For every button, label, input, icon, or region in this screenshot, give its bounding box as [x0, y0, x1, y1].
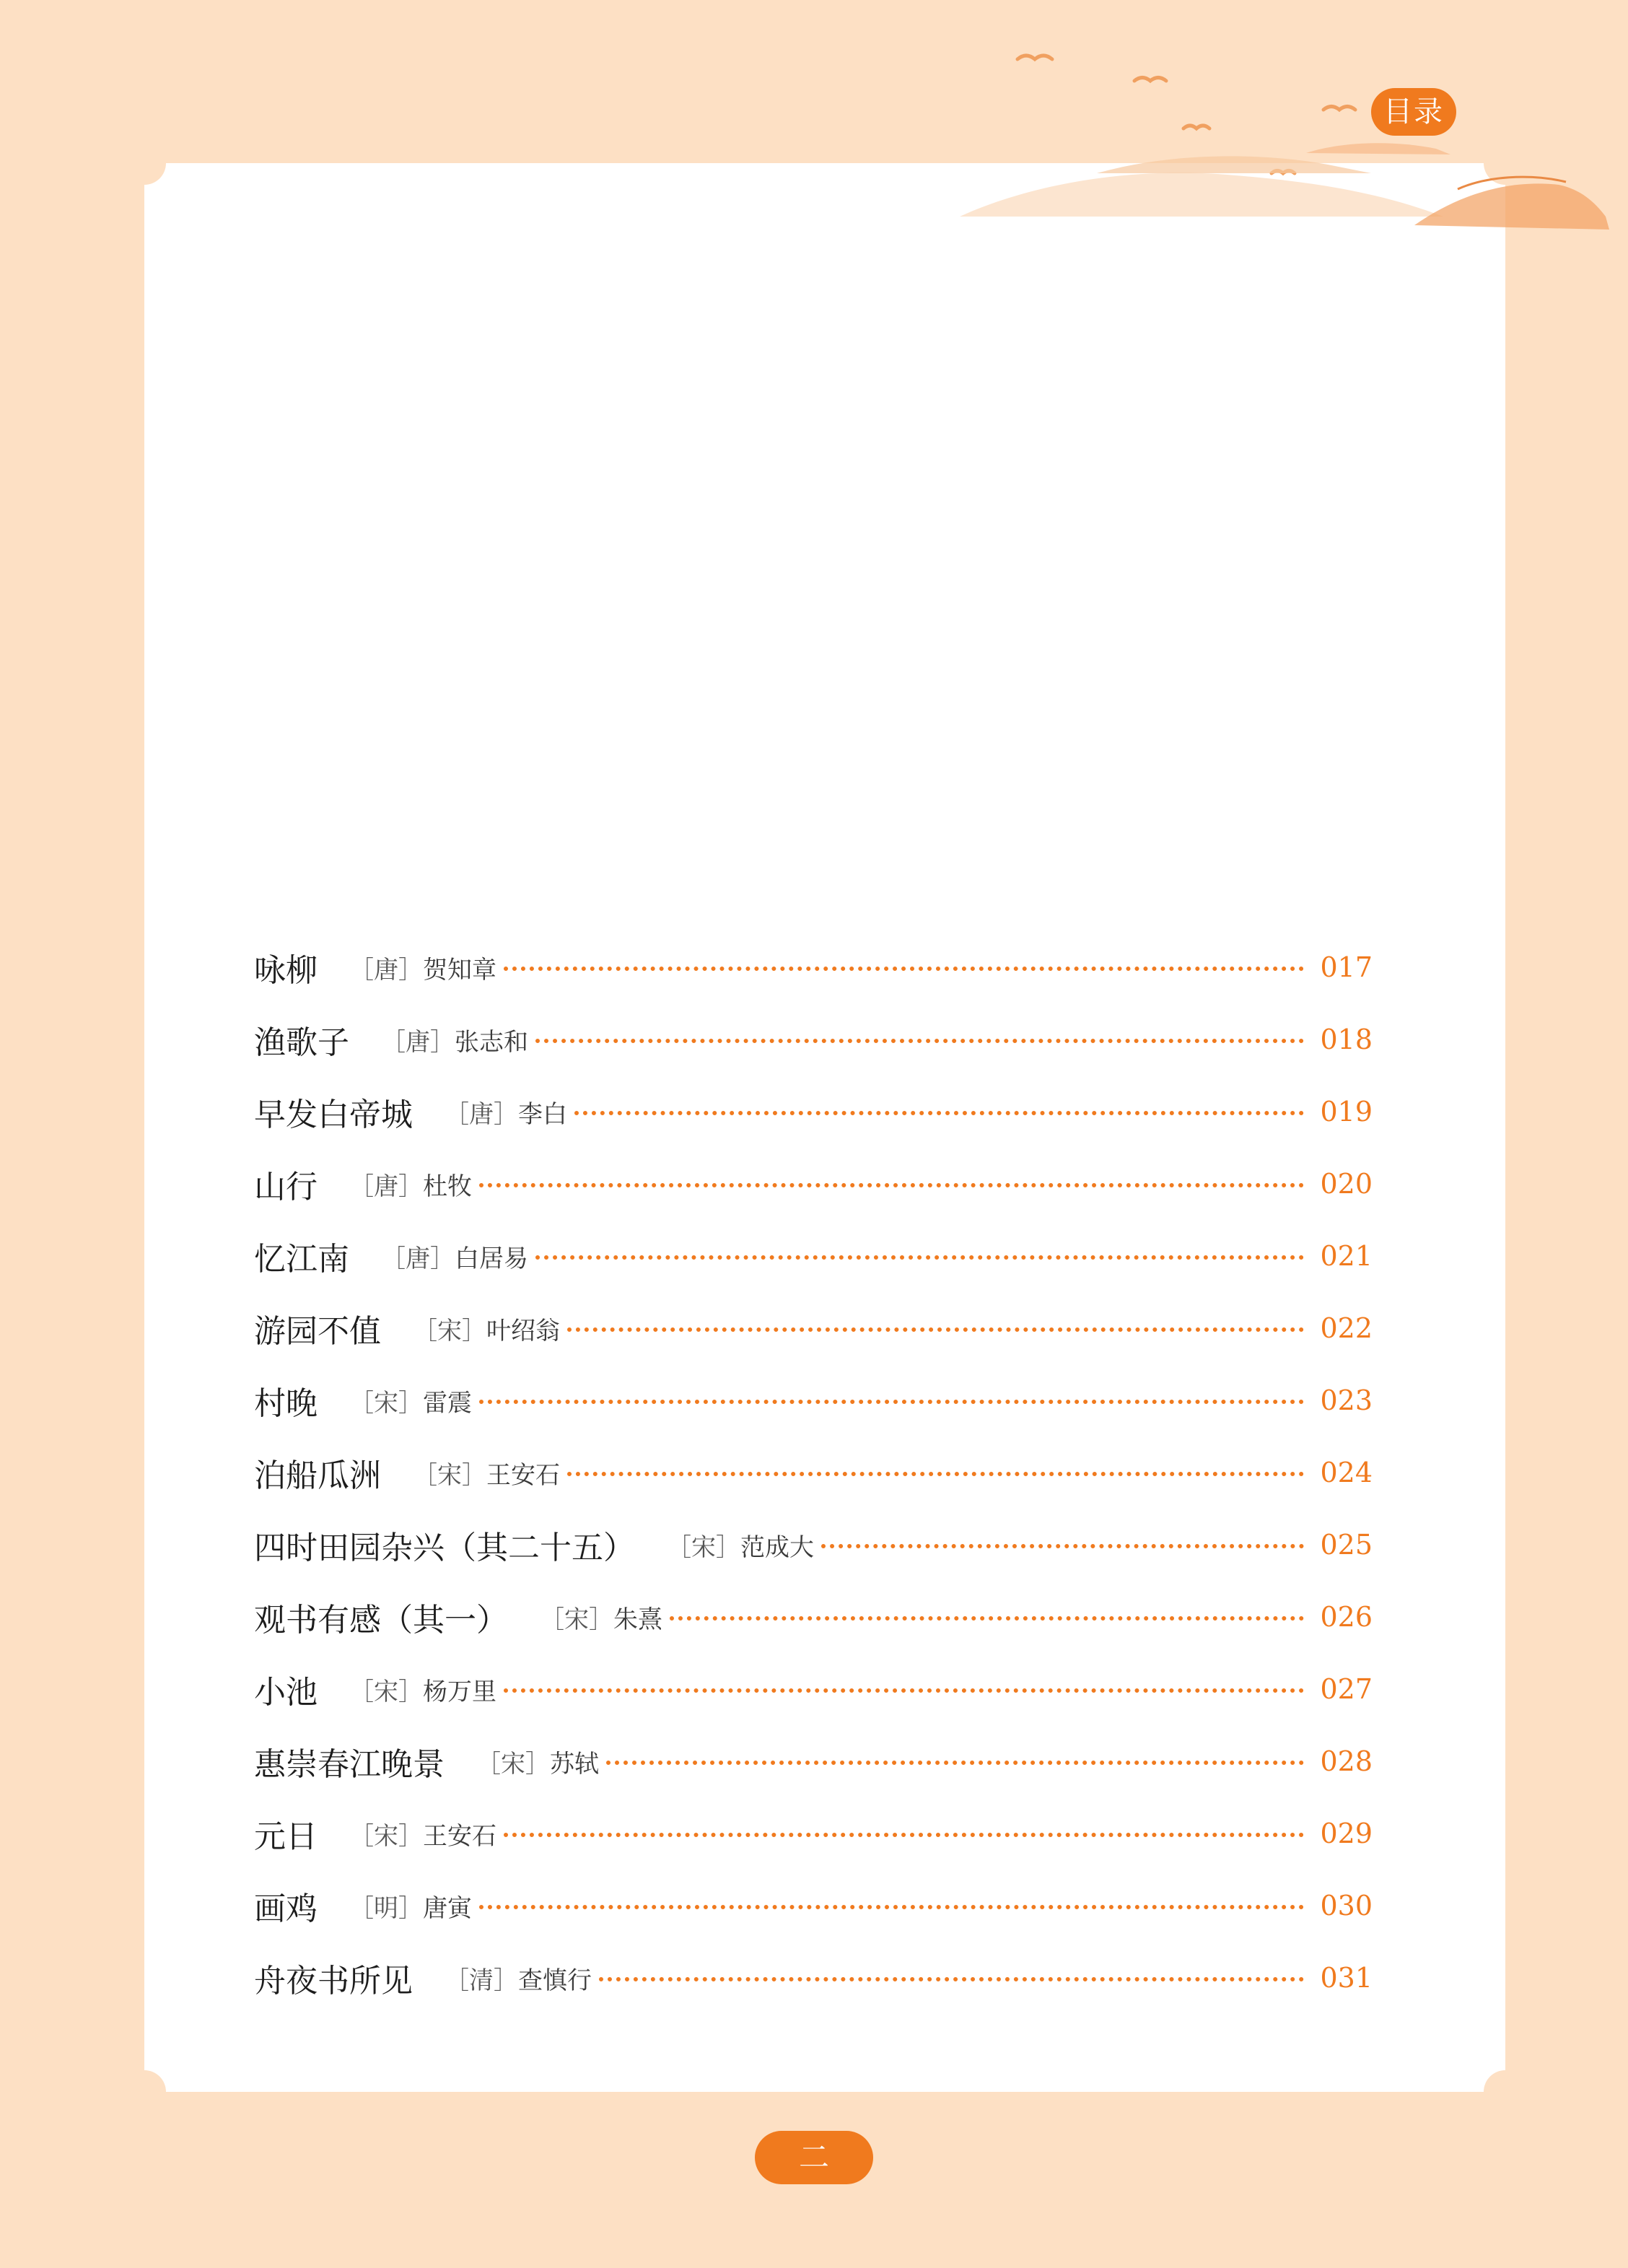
page-reference: 031: [1320, 1962, 1373, 1994]
poem-author: [540, 1600, 662, 1635]
dynasty-bracket: ［唐］: [445, 1099, 518, 1129]
poem-author: [413, 1311, 560, 1346]
author-name: 杜牧: [423, 1172, 472, 1201]
section-badge: 目录: [1371, 88, 1456, 136]
dynasty-bracket: ［宋］: [540, 1605, 613, 1634]
page-reference: 025: [1320, 1529, 1373, 1561]
poem-author: [349, 1672, 496, 1707]
poem-title: 惠崇春江晚景: [254, 1746, 445, 1783]
card-corner-notch: [1484, 2070, 1527, 2114]
dynasty: 清: [469, 1966, 494, 1995]
leader-dots: [567, 1327, 1304, 1332]
dynasty: 宋: [501, 1749, 525, 1779]
page-reference: 022: [1320, 1312, 1373, 1344]
leader-dots: [606, 1761, 1304, 1765]
dynasty-bracket: ［唐］: [381, 1244, 455, 1273]
author-name: 白居易: [455, 1244, 528, 1273]
page-reference: 018: [1320, 1024, 1373, 1055]
poem-author: [667, 1527, 814, 1563]
dynasty: 宋: [374, 1388, 398, 1418]
author-name: 李白: [518, 1099, 567, 1129]
toc-entry[interactable]: [254, 1364, 1373, 1436]
page-reference: 017: [1320, 951, 1373, 983]
leader-dots: [567, 1472, 1304, 1476]
poem-author: [381, 1239, 528, 1274]
leader-dots: [574, 1111, 1304, 1115]
leader-dots: [479, 1905, 1304, 1909]
page-reference: 020: [1320, 1168, 1373, 1200]
poem-author: [349, 1383, 472, 1418]
dynasty: 唐: [374, 955, 398, 985]
poem-author: [349, 1888, 472, 1924]
toc-entry[interactable]: [254, 1942, 1373, 2014]
poem-title: 咏柳: [254, 952, 318, 989]
poem-author: [349, 950, 496, 985]
leader-dots: [479, 1183, 1304, 1187]
author-name: 张志和: [455, 1027, 528, 1057]
toc-entry[interactable]: [254, 931, 1373, 1003]
leader-dots: [535, 1039, 1304, 1043]
dynasty: 唐: [469, 1099, 494, 1129]
author-name: 唐寅: [423, 1893, 472, 1923]
dynasty-bracket: ［明］: [349, 1893, 423, 1923]
leader-dots: [504, 1688, 1304, 1693]
poem-title: 舟夜书所见: [254, 1963, 413, 1999]
dynasty: 唐: [406, 1027, 430, 1057]
birds-icon: [1017, 56, 1355, 173]
dynasty: 唐: [406, 1244, 430, 1273]
page-reference: 030: [1320, 1890, 1373, 1922]
poem-author: [476, 1744, 599, 1779]
poem-title: 泊船瓜洲: [254, 1457, 381, 1494]
dynasty-bracket: ［宋］: [476, 1749, 550, 1779]
page-reference: 021: [1320, 1240, 1373, 1272]
dynasty: 宋: [374, 1677, 398, 1706]
poem-title: 渔歌子: [254, 1024, 349, 1061]
author-name: 苏轼: [550, 1749, 599, 1779]
toc-entry[interactable]: [254, 1003, 1373, 1076]
author-name: 雷震: [423, 1388, 472, 1418]
leader-dots: [821, 1544, 1304, 1548]
toc-entry[interactable]: [254, 1292, 1373, 1364]
dynasty-bracket: ［宋］: [413, 1460, 486, 1490]
page-reference: 024: [1320, 1457, 1373, 1488]
toc-entry[interactable]: [254, 1076, 1373, 1148]
leader-dots: [670, 1616, 1304, 1621]
author-name: 朱熹: [613, 1605, 662, 1634]
dynasty: 宋: [691, 1532, 716, 1562]
author-name: 叶绍翁: [486, 1316, 560, 1345]
page-reference: 027: [1320, 1673, 1373, 1705]
author-name: 杨万里: [423, 1677, 496, 1706]
poem-title: 山行: [254, 1169, 318, 1205]
dynasty-bracket: ［宋］: [413, 1316, 486, 1345]
dynasty-bracket: ［唐］: [349, 1172, 423, 1201]
toc-entry[interactable]: [254, 1797, 1373, 1870]
page-reference: 019: [1320, 1096, 1373, 1128]
author-name: 贺知章: [423, 955, 496, 985]
poem-title: 小池: [254, 1674, 318, 1711]
poem-author: [349, 1166, 472, 1202]
poem-title: 元日: [254, 1818, 318, 1855]
dynasty-bracket: ［宋］: [667, 1532, 740, 1562]
toc-entry[interactable]: [254, 1725, 1373, 1797]
poem-author: [445, 1960, 592, 1996]
page-reference: 023: [1320, 1384, 1373, 1416]
toc-entry[interactable]: [254, 1653, 1373, 1725]
page-reference: 029: [1320, 1818, 1373, 1849]
toc-entry[interactable]: [254, 1220, 1373, 1292]
dynasty: 宋: [374, 1821, 398, 1851]
author-name: 王安石: [423, 1821, 496, 1851]
leader-dots: [535, 1255, 1304, 1260]
dynasty-bracket: ［清］: [445, 1966, 518, 1995]
toc-entry[interactable]: [254, 1436, 1373, 1509]
dynasty-bracket: ［唐］: [381, 1027, 455, 1057]
toc-entry[interactable]: [254, 1581, 1373, 1653]
poem-title: 画鸡: [254, 1890, 318, 1927]
leader-dots: [479, 1400, 1304, 1404]
leader-dots: [599, 1977, 1304, 1981]
poem-author: [349, 1816, 496, 1852]
poem-author: [381, 1022, 528, 1057]
hills-icon: [960, 143, 1609, 230]
dynasty-bracket: ［唐］: [349, 955, 423, 985]
page-number-badge: 二: [755, 2131, 873, 2184]
toc-entry[interactable]: [254, 1148, 1373, 1220]
dynasty: 宋: [437, 1460, 462, 1490]
page-reference: 028: [1320, 1745, 1373, 1777]
poem-title: 村晚: [254, 1385, 318, 1422]
dynasty: 明: [374, 1893, 398, 1923]
poem-title: 四时田园杂兴（其二十五）: [254, 1530, 635, 1566]
dynasty-bracket: ［宋］: [349, 1388, 423, 1418]
leader-dots: [504, 967, 1304, 971]
dynasty-bracket: ［宋］: [349, 1821, 423, 1851]
author-name: 范成大: [740, 1532, 814, 1562]
poem-title: 观书有感（其一）: [254, 1602, 508, 1639]
poem-author: [413, 1455, 560, 1491]
dynasty: 唐: [374, 1172, 398, 1201]
author-name: 查慎行: [518, 1966, 592, 1995]
card-corner-notch: [123, 2070, 166, 2114]
author-name: 王安石: [486, 1460, 560, 1490]
poem-title: 游园不值: [254, 1313, 381, 1350]
poem-author: [445, 1094, 567, 1130]
leader-dots: [504, 1833, 1304, 1837]
poem-title: 早发白帝城: [254, 1096, 413, 1133]
poem-title: 忆江南: [254, 1241, 349, 1278]
page-reference: 026: [1320, 1601, 1373, 1633]
toc-entry[interactable]: [254, 1870, 1373, 1942]
dynasty: 宋: [437, 1316, 462, 1345]
dynasty-bracket: ［宋］: [349, 1677, 423, 1706]
toc-entry[interactable]: [254, 1509, 1373, 1581]
dynasty: 宋: [564, 1605, 589, 1634]
